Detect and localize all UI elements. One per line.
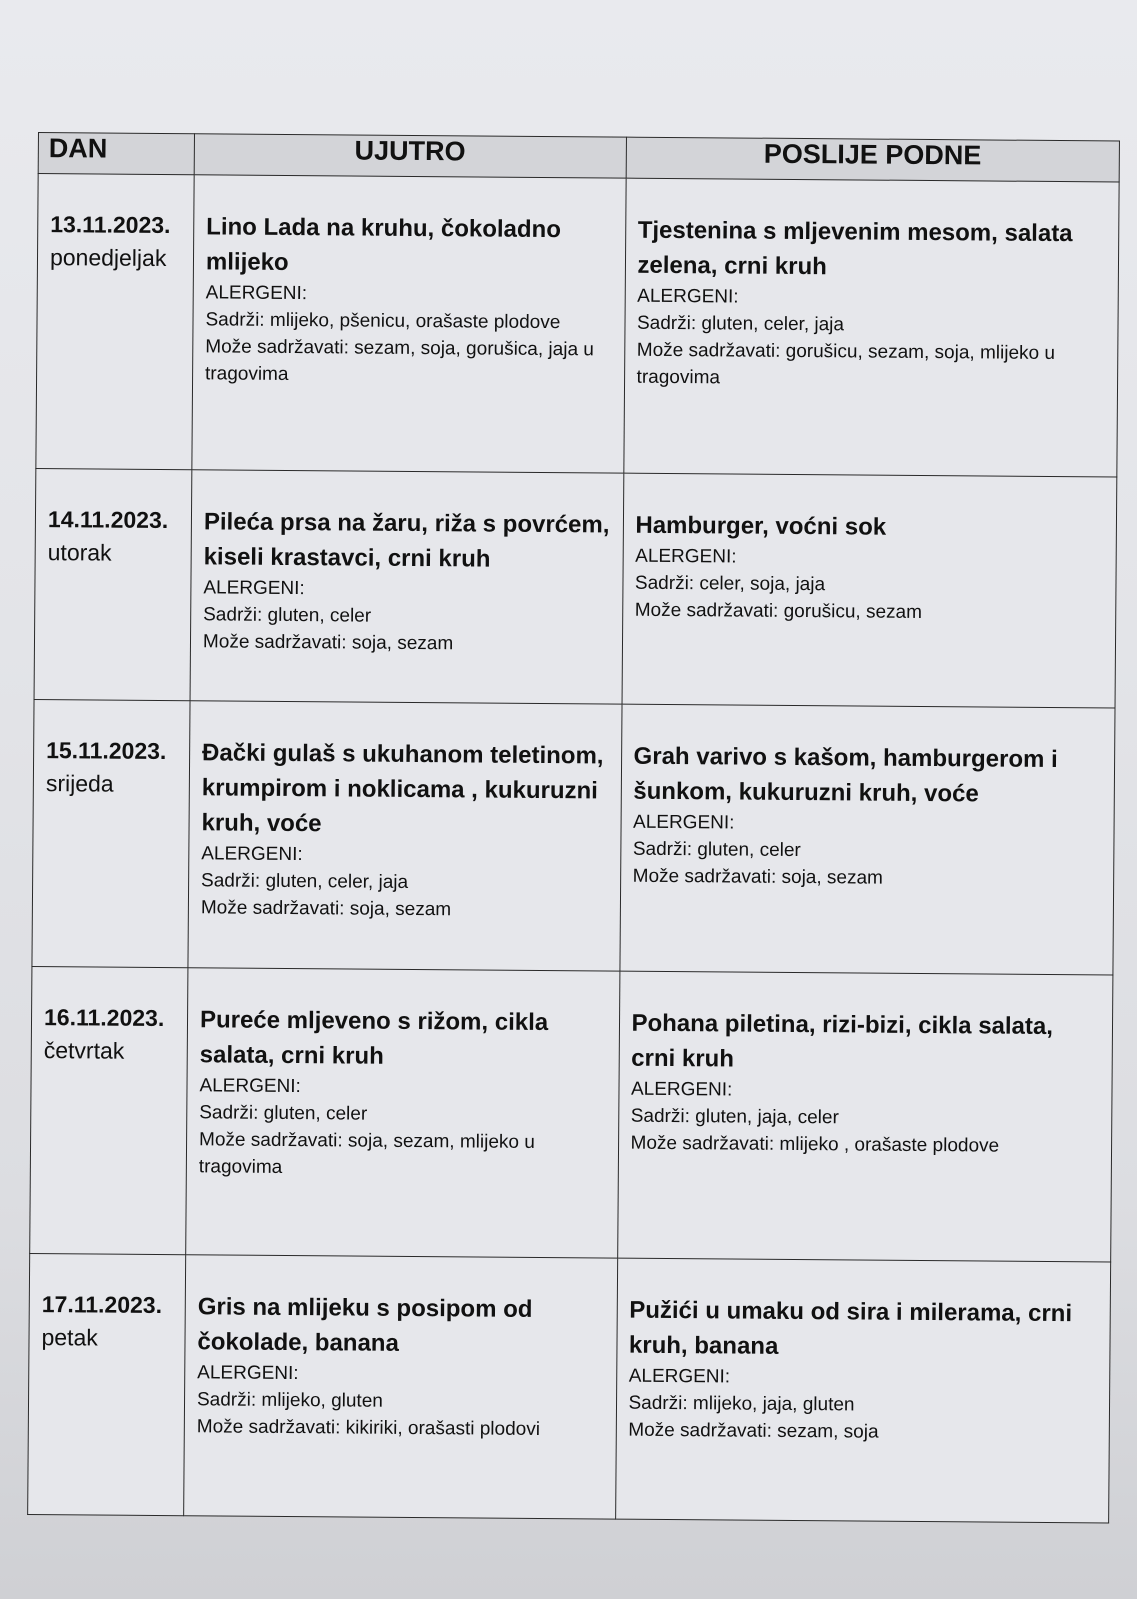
contains-line: Sadrži: celer, soja, jaja: [634, 572, 826, 596]
contains-line: Sadrži: gluten, celer: [199, 1102, 368, 1125]
may-contain-line: Može sadržavati: sezam, soja: [628, 1419, 879, 1443]
weekday-label: ponedjeljak: [49, 244, 167, 272]
meal-title: Pileća prsa na žaru, riža s povrćem, kiseli krastavci, crni kruh: [203, 508, 610, 573]
header-day: DAN: [38, 133, 194, 175]
may-contain-line: Može sadržavati: mlijeko , orašaste plodove: [630, 1132, 1000, 1157]
meal-title: Pureće mljeveno s rižom, cikla salata, crni kruh: [199, 1006, 549, 1070]
allergens-label: ALERGENI:: [199, 1075, 301, 1098]
contains-line: Sadrži: mlijeko, gluten: [196, 1389, 383, 1412]
weekday-label: srijeda: [45, 770, 114, 797]
day-cell: [30, 966, 188, 1254]
may-contain-line: Može sadržavati: gorušicu, sezam: [634, 599, 923, 623]
meal-title: Pohana piletina, rizi-bizi, cikla salata, crni kruh: [631, 1009, 1054, 1073]
may-contain-line: Može sadržavati: soja, sezam: [632, 865, 884, 889]
allergens-label: ALERGENI:: [637, 285, 739, 308]
date-label: 17.11.2023.: [41, 1291, 163, 1319]
allergens-label: ALERGENI:: [633, 811, 735, 834]
header-morning: UJUTRO: [194, 134, 626, 178]
menu-table: [27, 132, 1120, 1523]
table-row: [34, 468, 1117, 707]
may-contain-line: Može sadržavati: sezam, soja, gorušica, jaja u tragovima: [204, 336, 594, 385]
contains-line: Sadrži: gluten, jaja, celer: [630, 1105, 839, 1129]
may-contain-line: Može sadržavati: soja, sezam, mlijeko u tragovima: [198, 1129, 535, 1178]
afternoon-cell: [622, 473, 1117, 708]
day-cell: [34, 468, 192, 700]
contains-line: Sadrži: mlijeko, jaja, gluten: [628, 1392, 855, 1416]
table-row: [36, 174, 1119, 477]
morning-cell: [188, 701, 622, 971]
date-label: 14.11.2023.: [47, 506, 169, 534]
day-cell: [28, 1253, 186, 1515]
may-contain-line: Može sadržavati: soja, sezam: [200, 897, 452, 921]
table-row: [30, 966, 1113, 1261]
allergens-label: ALERGENI:: [205, 282, 308, 305]
meal-title: Lino Lada na kruhu, čokoladno mlijeko: [205, 213, 562, 276]
afternoon-cell: [623, 178, 1119, 477]
afternoon-cell: [615, 1258, 1111, 1523]
allergens-label: ALERGENI:: [203, 577, 305, 600]
morning-cell: [192, 175, 626, 473]
morning-cell: [190, 470, 623, 704]
date-label: 16.11.2023.: [43, 1004, 165, 1032]
morning-cell: [186, 968, 620, 1258]
allergens-label: ALERGENI:: [197, 1362, 299, 1385]
may-contain-line: Može sadržavati: soja, sezam: [202, 631, 454, 655]
meal-title: Đački gulaš s ukuhanom teletinom, krumpirom i noklicama , kukuruzni kruh, voće: [201, 739, 604, 838]
morning-cell: [184, 1255, 618, 1519]
date-label: 15.11.2023.: [46, 737, 167, 765]
allergens-label: ALERGENI:: [630, 1078, 733, 1101]
table-row: [32, 699, 1115, 974]
allergens-label: ALERGENI:: [628, 1365, 731, 1388]
date-label: 13.11.2023.: [50, 211, 171, 239]
day-cell: [32, 699, 190, 967]
contains-line: Sadrži: gluten, celer, jaja: [201, 870, 409, 893]
header-afternoon: POSLIJE PODNE: [626, 137, 1120, 182]
day-cell: [36, 174, 194, 470]
meal-title: Pužići u umaku od sira i milerama, crni kruh, banana: [628, 1296, 1073, 1360]
may-contain-line: Može sadržavati: kikiriki, orašasti plodovi: [196, 1416, 541, 1440]
weekday-label: utorak: [47, 539, 112, 566]
meal-title: Gris na mlijeku s posipom od čokolade, banana: [197, 1293, 533, 1357]
weekday-label: četvrtak: [43, 1037, 125, 1064]
meal-title: Tjestenina s mljevenim mesom, salata zelena, crni kruh: [637, 216, 1073, 281]
contains-line: Sadrži: gluten, celer: [203, 604, 372, 627]
may-contain-line: Može sadržavati: gorušicu, sezam, soja, mlijeko u tragovima: [636, 339, 1056, 389]
contains-line: Sadrži: mlijeko, pšenicu, orašaste plodove: [205, 309, 561, 334]
afternoon-cell: [619, 704, 1115, 975]
meal-title: Hamburger, voćni sok: [635, 511, 887, 541]
contains-line: Sadrži: gluten, celer, jaja: [636, 312, 845, 336]
table-row: [28, 1253, 1111, 1522]
afternoon-cell: [617, 971, 1113, 1262]
weekday-label: petak: [41, 1324, 98, 1351]
meal-title: Grah varivo s kašom, hamburgerom i šunkom, kukuruzni kruh, voće: [633, 742, 1058, 808]
contains-line: Sadrži: gluten, celer: [632, 838, 801, 862]
allergens-label: ALERGENI:: [201, 843, 303, 866]
allergens-label: ALERGENI:: [635, 545, 737, 568]
